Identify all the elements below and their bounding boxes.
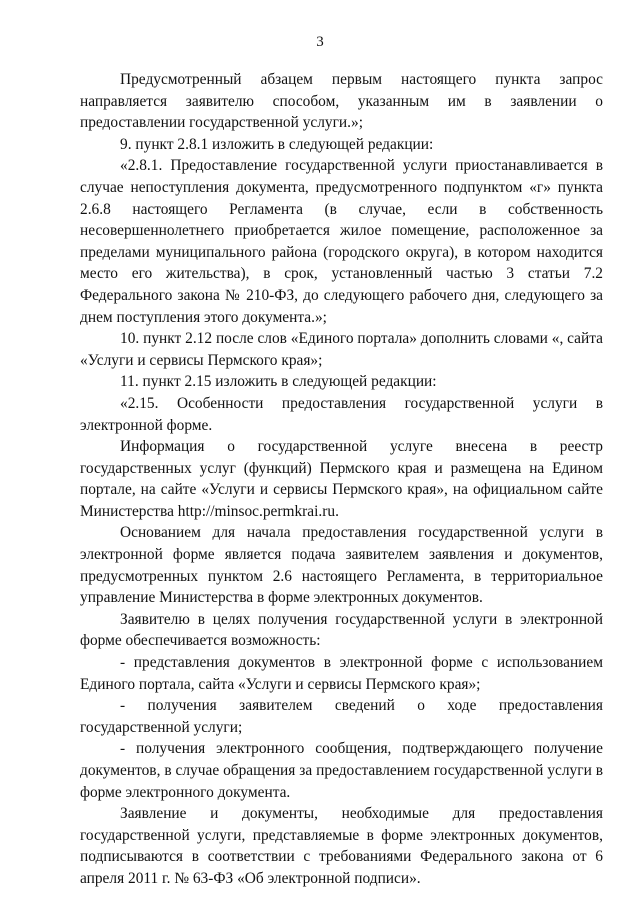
paragraph-2-15: «2.15. Особенности предоставления государственной услуги в электронной форме. bbox=[80, 394, 603, 434]
paragraph-request-sent: Предусмотренный абзацем первым настоящего пункта запрос направляется заявителю способом, указанным им в заявлении о предоставлении государственной услуги.»; bbox=[80, 71, 603, 132]
paragraph-applicant-options: Заявителю в целях получения государственной услуги в электронной форме обеспечивается возможность: bbox=[80, 610, 603, 650]
list-item-confirmation: - получения электронного сообщения, подтверждающего получение документов, в случае обращения за предоставлением государственной услуги в форме электронного документа. bbox=[80, 740, 603, 801]
paragraph-2-8-1: «2.8.1. Предоставление государственной услуги приостанавливается в случае непоступления документа, предусмотренного подпунктом «г» пункта 2.6.8 настоящего Регламента (в случае, если в собственность несовершеннолетнего приобретается жилое помещение, расположенное за пределами муниципального района (городского округа), в котором находится место его жительства), в срок, установленный частью 3 статьи 7.2 Федерального закона № 210-ФЗ, до следующего рабочего дня, следующего за днем поступления этого документа.»; bbox=[80, 157, 603, 326]
paragraph-item-9: 9. пункт 2.8.1 изложить в следующей редакции: bbox=[120, 135, 434, 153]
document-body bbox=[80, 69, 603, 890]
list-item-progress-info: - получения заявителем сведений о ходе предоставления государственной услуги; bbox=[80, 697, 603, 736]
page-number: 3 bbox=[316, 34, 324, 50]
paragraph-item-11: 11. пункт 2.15 изложить в следующей редакции: bbox=[120, 373, 437, 391]
list-item-submit-documents: - представления документов в электронной форме с использованием Единого портала, сайта «Услуги и сервисы Пермского края»; bbox=[80, 654, 603, 693]
paragraph-item-10: 10. пункт 2.12 после слов «Единого портала» дополнить словами «, сайта «Услуги и сервисы Пермского края»; bbox=[80, 330, 603, 369]
paragraph-basis: Основанием для начала предоставления государственной услуги в электронной форме является подача заявителем заявления и документов, предусмотренных пунктом 2.6 настоящего Регламента, в территориальное управление Министерства в форме электронных документов. bbox=[80, 524, 603, 607]
paragraph-registry-info: Информация о государственной услуге внесена в реестр государственных услуг (функций) Пермского края и размещена на Едином портале, на сайте «Услуги и сервисы Пермского края», на официальном сайте Министерства http://minsoc.permkrai.ru. bbox=[80, 438, 603, 520]
paragraph-electronic-signature: Заявление и документы, необходимые для предоставления государственной услуги, представляемые в форме электронных документов, подписываются в соответствии с требованиями Федерального закона от 6 апреля 2011 г. № 63-ФЗ «Об электронной подписи». bbox=[80, 805, 603, 887]
